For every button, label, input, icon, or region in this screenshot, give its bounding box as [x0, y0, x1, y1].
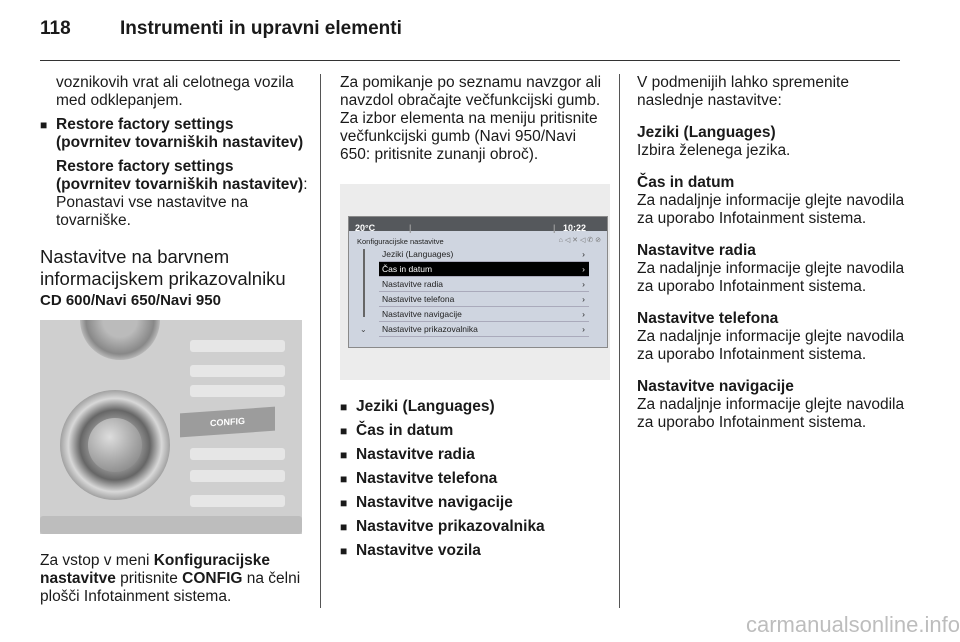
screen-menu-item: Jeziki (Languages) › — [379, 247, 589, 262]
screen-menu-item: Nastavitve navigacije › — [379, 307, 589, 322]
panel-key — [190, 448, 285, 460]
list-item: ■ Nastavitve telefona — [340, 470, 608, 488]
scroll-down-icon: ⌄ — [360, 325, 367, 334]
list-item: ■ Nastavitve prikazovalnika — [340, 518, 608, 536]
panel-key — [190, 340, 285, 352]
paragraph: voznikovih vrat ali celotnega vozila med odklepanjem. — [56, 74, 294, 109]
setting-text: Za nadaljnje informacije glejte navodila za uporabo Infotainment sistema. — [637, 260, 905, 295]
temperature-readout: 20°C — [355, 223, 376, 233]
paragraph: Za vstop v meni Konfiguracijske nastavitve pritisnite CONFIG na čelni plošči Infotainment sistema. — [40, 552, 301, 605]
scrollbar — [363, 249, 365, 317]
screen-title: Konfiguracijske nastavitve ⌂ ◁ ✕ ◁ ✆ ⊘ — [349, 231, 607, 253]
settings-descriptions — [637, 124, 907, 432]
config-button-image: CONFIG — [180, 407, 275, 438]
control-panel-photo — [40, 320, 302, 534]
header-rule — [40, 60, 900, 61]
setting-title: Jeziki (Languages) — [637, 124, 776, 141]
screen-figure — [340, 184, 610, 380]
screen-status-bar: 20°C | | 10:22 — [349, 217, 607, 231]
status-icons: ⌂ ◁ ✕ ◁ ✆ ⊘ — [558, 237, 601, 244]
bullet-item — [40, 116, 308, 152]
paragraph — [40, 158, 308, 230]
setting-text: Izbira želenega jezika. — [637, 142, 791, 159]
setting-entry — [637, 378, 907, 432]
paragraph: Za pomikanje po seznamu navzgor ali navzdol obračajte večfunkcijski gumb. Za izbor elementa na meniju pritisnite večfunkcijski gumb (Navi 950/Navi 650: pritisnite zunanji obroč). — [340, 74, 602, 163]
settings-list — [340, 398, 608, 560]
chevron-right-icon: › — [582, 309, 585, 319]
bold-term: Restore factory settings (povrnitev tovarniških nastavitev) — [56, 158, 304, 193]
section-heading: Nastavitve na barvnem informacijskem prikazovalniku — [40, 246, 286, 289]
setting-entry — [637, 310, 907, 364]
setting-entry — [637, 174, 907, 228]
setting-title: Nastavitve navigacije — [637, 378, 794, 395]
column-divider — [320, 74, 321, 608]
panel-key — [190, 495, 285, 507]
bold-term: CONFIG — [182, 570, 243, 587]
page-number: 118 — [40, 18, 71, 39]
list-item: ■ Nastavitve radia — [340, 446, 608, 464]
setting-title: Čas in datum — [637, 174, 735, 191]
chevron-right-icon: › — [582, 279, 585, 289]
page-header — [40, 18, 402, 40]
setting-text: Za nadaljnje informacije glejte navodila za uporabo Infotainment sistema. — [637, 328, 905, 363]
page-title: Instrumenti in upravni elementi — [120, 18, 402, 39]
knob-center-image — [88, 418, 142, 472]
chevron-right-icon: › — [582, 294, 585, 304]
chevron-right-icon: › — [582, 264, 585, 274]
setting-title: Nastavitve radia — [637, 242, 756, 259]
chevron-right-icon: › — [582, 249, 585, 259]
screen-menu-item: Čas in datum › — [379, 262, 589, 277]
bullet-title: Restore factory settings (povrnitev tovarniških nastavitev) — [56, 116, 304, 151]
setting-title: Nastavitve telefona — [637, 310, 779, 327]
list-item: ■ Čas in datum — [340, 422, 608, 440]
screen-menu-item: Nastavitve telefona › — [379, 292, 589, 307]
column-divider — [619, 74, 620, 608]
list-item: ■ Jeziki (Languages) — [340, 398, 608, 416]
chevron-right-icon: › — [582, 324, 585, 334]
column-3 — [637, 74, 907, 432]
screen-menu-item: Nastavitve radia › — [379, 277, 589, 292]
knob-image — [80, 320, 160, 360]
setting-entry — [637, 124, 907, 160]
list-item: ■ Nastavitve navigacije — [340, 494, 608, 512]
setting-text: Za nadaljnje informacije glejte navodila za uporabo Infotainment sistema. — [637, 396, 905, 431]
list-item: ■ Nastavitve vozila — [340, 542, 608, 560]
subheading: CD 600/Navi 650/Navi 950 — [40, 292, 221, 309]
panel-key — [190, 365, 285, 377]
description-text: : Ponastavi vse nastavitve na tovarniške. — [56, 176, 308, 229]
watermark: carmanualsonline.info — [745, 612, 960, 637]
panel-key — [190, 470, 285, 482]
screen-menu-item: Nastavitve prikazovalnika › — [379, 322, 589, 337]
column-1 — [40, 74, 308, 606]
bold-term: Konfiguracijske nastavitve — [40, 552, 270, 587]
clock-readout: 10:22 — [563, 223, 587, 233]
setting-text: Za nadaljnje informacije glejte navodila za uporabo Infotainment sistema. — [637, 192, 905, 227]
setting-entry — [637, 242, 907, 296]
paragraph: V podmenijih lahko spremenite naslednje nastavitve: — [637, 74, 849, 109]
panel-key — [190, 385, 285, 397]
column-2 — [340, 74, 608, 560]
screen-menu — [379, 247, 589, 337]
infotainment-screen — [348, 216, 608, 348]
panel-bottom — [40, 516, 302, 534]
